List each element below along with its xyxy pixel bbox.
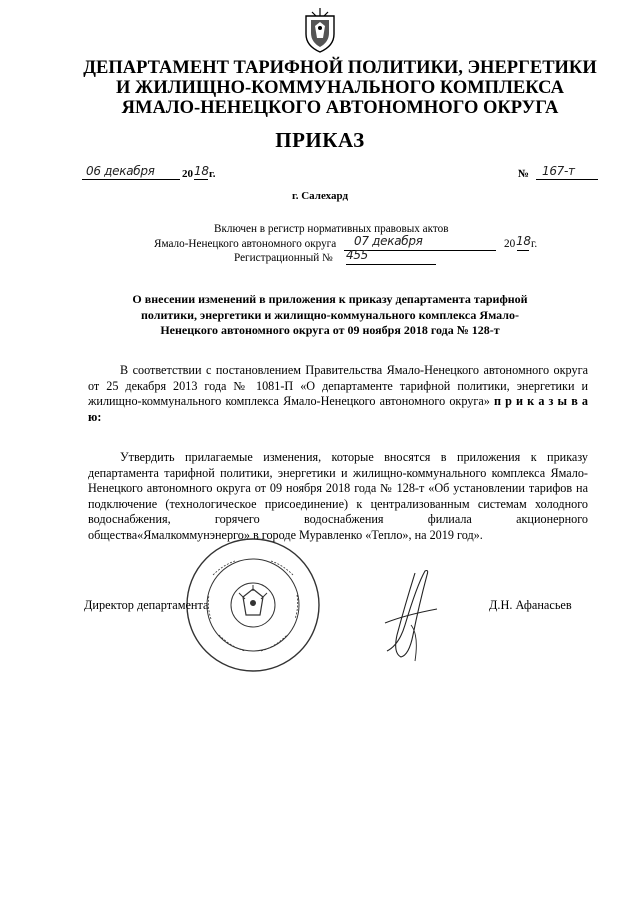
order-number-sign: №	[518, 168, 530, 180]
subject-line-2: политики, энергетики и жилищно-коммунального комплекса Ямало-	[141, 307, 519, 322]
order-date-handwritten: 06 декабря	[86, 164, 155, 178]
registry-line-3	[234, 248, 454, 267]
order-number-handwritten: 167-т	[542, 164, 575, 178]
registry-year-handwritten: 18	[516, 234, 531, 248]
preamble-paragraph	[88, 363, 588, 425]
registry-year-suffix: г.	[531, 238, 538, 250]
order-date	[82, 164, 232, 184]
order-date-year-prefix: 20	[182, 168, 193, 180]
subject-line-3: Ненецкого автономного округа от 09 ноября 2018 года № 128-т	[160, 323, 500, 337]
city: г. Салехард	[291, 190, 349, 202]
department-header	[40, 58, 640, 118]
subject-line-1: О внесении изменений в приложения к приказу департамента тарифной	[132, 292, 528, 306]
director-name: Д.Н. Афанасьев	[489, 598, 572, 612]
registry-number-handwritten: 455	[346, 248, 369, 262]
handwritten-signature-icon	[375, 565, 445, 665]
order-date-year-handwritten: 18	[194, 164, 209, 178]
preamble-text: В соответствии с постановлением Правительства Ямало-Ненецкого автономного округа от 25 декабря 2013 года № 1081-П «О департаменте тарифной политики, энергетики и жилищно-коммунального комплекса Ямало-Ненецкого автономного округа»	[88, 363, 588, 408]
registry-line-2-prefix: Ямало-Ненецкого автономного округа	[154, 238, 337, 250]
body-text: Утвердить прилагаемые изменения, которые вносятся в приложения к приказу департамента тарифной политики, энергетики и жилищно-коммунального комплекса Ямало-Ненецкого автономного округа от 09 ноября 2018 года № 128-т «Об установлении тарифов на подключение (технологическое присоединение) к централизованным системам холодного водоснабжения, горячего водоснабжения филиала акционерного общества«Ямалкоммунэнерго» в городе Муравленко «Тепло», на 2019 год».	[88, 450, 588, 542]
director-position: Директор департамента	[84, 598, 209, 612]
yamal-coat-of-arms-icon	[300, 6, 340, 54]
preamble-order-word: п р и к а з ы в а ю:	[88, 394, 588, 424]
order-date-suffix: г.	[209, 168, 216, 180]
registry-line-3-prefix: Регистрационный №	[234, 252, 333, 264]
document-title: ПРИКАЗ	[275, 128, 365, 152]
registry-date-handwritten: 07 декабря	[354, 234, 423, 248]
order-number	[518, 164, 608, 184]
header-line-3: ЯМАЛО-НЕНЕЦКОГО АВТОНОМНОГО ОКРУГА	[121, 98, 559, 118]
header-line-2: И ЖИЛИЩНО-КОММУНАЛЬНОГО КОМПЛЕКСА	[116, 78, 564, 98]
order-subject	[80, 292, 580, 339]
header-line-1: ДЕПАРТАМЕНТ ТАРИФНОЙ ПОЛИТИКИ, ЭНЕРГЕТИКИ	[83, 58, 597, 78]
body-paragraph	[88, 450, 588, 543]
registry-year-prefix: 20	[504, 238, 516, 250]
registry-line-1: Включен в регистр нормативных правовых актов	[214, 223, 449, 235]
